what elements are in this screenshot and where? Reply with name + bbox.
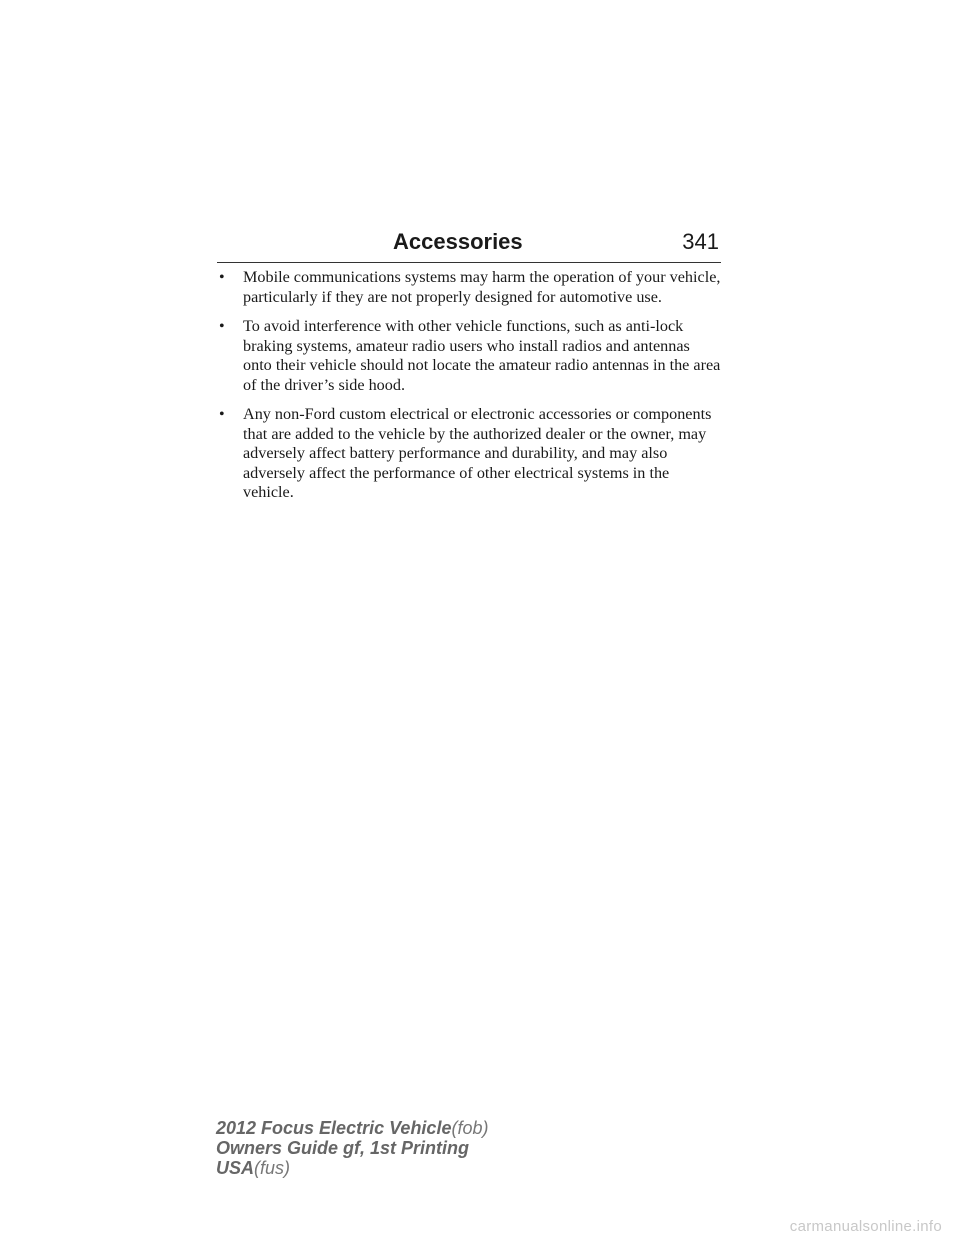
- list-item-text: Any non-Ford custom electrical or electronic accessories or components that are added to the vehicle by the authorized dealer or the owner, may adversely affect battery performance and durability, and may also adversely affect the performance of other electrical systems in the vehicle.: [243, 405, 712, 501]
- watermark: carmanualsonline.info: [789, 1218, 942, 1235]
- section-title: Accessories: [393, 229, 523, 254]
- footer-line-guide: [216, 1138, 488, 1158]
- footer-line-market: [216, 1158, 488, 1178]
- bullet-icon: •: [219, 406, 225, 423]
- bullet-icon: •: [219, 269, 225, 286]
- page-number: 341: [682, 229, 719, 254]
- footer-market-code: (fus): [254, 1158, 291, 1178]
- footer-guide-name: Owners Guide gf, 1st Printing: [216, 1138, 470, 1158]
- footer-vehicle-name: 2012 Focus Electric Vehicle: [216, 1118, 452, 1138]
- list-item-text: To avoid interference with other vehicle functions, such as anti-lock braking systems, amateur radio users who install radios and antennas onto their vehicle should not locate the amateur radio antennas in the area of the driver’s side hood.: [243, 317, 721, 394]
- bullet-icon: •: [219, 318, 225, 335]
- footer-line-vehicle: [216, 1118, 488, 1138]
- bullet-list: [217, 268, 721, 513]
- page-header: [217, 228, 721, 263]
- list-item: [217, 268, 721, 307]
- list-item-text: Mobile communications systems may harm the operation of your vehicle, particularly if they are not properly designed for automotive use.: [243, 268, 721, 306]
- footer-vehicle-code: (fob): [451, 1118, 489, 1138]
- footer-market-name: USA: [216, 1158, 255, 1178]
- print-footer: [216, 1118, 488, 1178]
- list-item: [217, 317, 721, 395]
- list-item: [217, 405, 721, 503]
